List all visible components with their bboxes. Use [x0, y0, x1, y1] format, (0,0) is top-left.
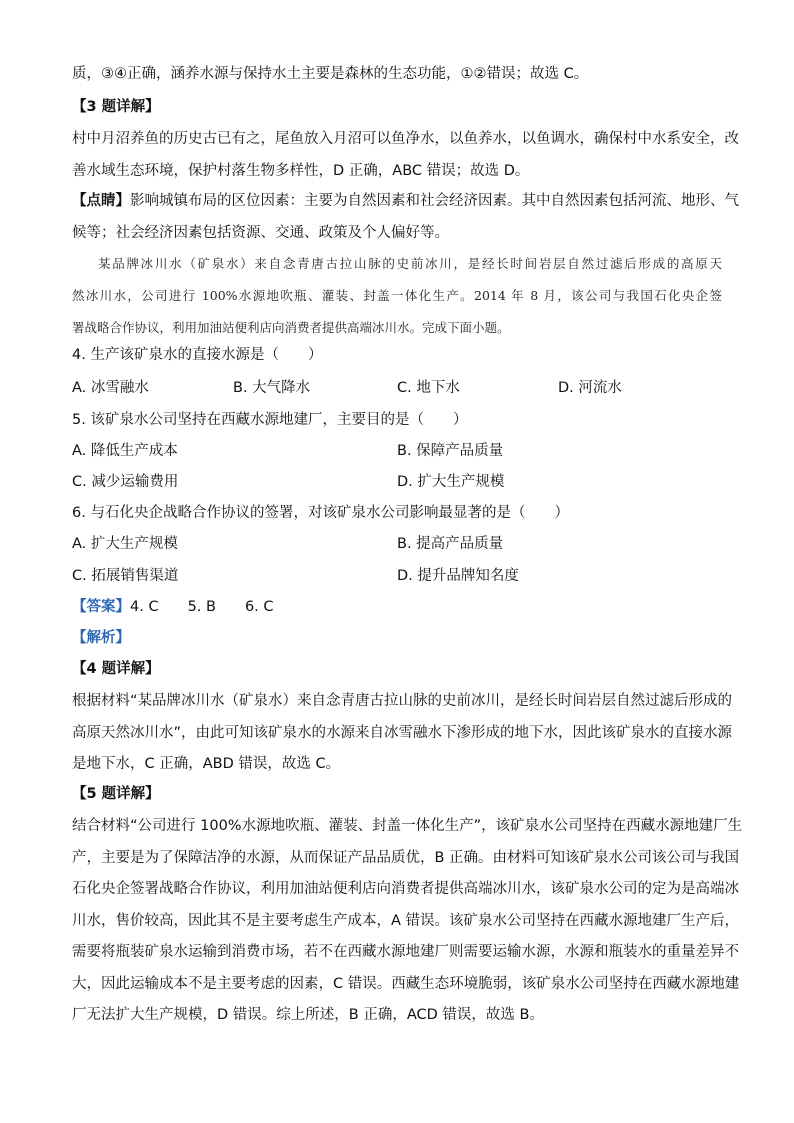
question-6-stem: 6. 与石化央企战略合作协议的签署，对该矿泉水公司影响最显著的是（ ） — [72, 505, 569, 521]
text-line: 川水，售价较高，因此其不是主要考虑生产成本，A 错误。该矿泉水公司坚持在西藏水源地建厂生产后， — [72, 912, 740, 929]
q4-detail-paragraph — [72, 686, 733, 781]
text-line: 需要将瓶装矿泉水运输到消费市场，若不在西藏水源地建厂则需要运输水源，水源和瓶装水的重量差异不 — [72, 944, 739, 960]
text-line: 产，主要是为了保障洁净的水源，从而保证产品品质优，B 正确。由材料可知该矿泉水公司该公司与我国 — [72, 849, 740, 866]
text-line: 结合材料“公司进行 100%水源地吹瓶、灌装、封盖一体化生产”，该矿泉水公司坚持在西藏水源地建厂生 — [72, 818, 743, 834]
q5-option-c: C. 减少运输费用 — [72, 474, 179, 490]
tip-label: 【点睛】 — [72, 193, 130, 209]
text-line: 厂无法扩大生产规模，D 错误。综上所述，B 正确，ACD 错误，故选 B。 — [72, 1007, 544, 1023]
answer-values: 4. C 5. B 6. C — [130, 599, 274, 615]
question-5-stem: 5. 该矿泉水公司坚持在西藏水源地建厂，主要目的是（ ） — [72, 412, 468, 428]
q4-detail-heading: 【4 题详解】 — [72, 661, 160, 677]
q5-detail-heading: 【5 题详解】 — [72, 786, 160, 802]
text-line: 候等；社会经济因素包括资源、交通、政策及个人偏好等。 — [72, 224, 449, 241]
q6-option-b: B. 提高产品质量 — [397, 536, 504, 552]
q6-option-a: A. 扩大生产规模 — [72, 536, 178, 552]
text-line: 大，因此运输成本不是主要考虑的因素，C 错误。西藏生态环境脆弱，该矿泉水公司坚持在西藏水源地建 — [72, 975, 740, 992]
text-line: 根据材料“某品牌冰川水（矿泉水）来自念青唐古拉山脉的史前冰川，是经长时间岩层自然过滤后形成的 — [72, 693, 733, 709]
q6-option-d: D. 提升品牌知名度 — [397, 568, 519, 584]
tip-text: 影响城镇布局的区位因素：主要为自然因素和社会经济因素。其中自然因素包括河流、地形、气 — [130, 193, 739, 209]
answer-line — [72, 597, 274, 617]
q3-detail-heading: 【3 题详解】 — [72, 99, 160, 115]
q5-option-d: D. 扩大生产规模 — [397, 474, 505, 490]
analysis-label: 【解析】 — [72, 630, 130, 646]
text-line: 村中月沼养鱼的历史古已有之，尾鱼放入月沼可以鱼净水，以鱼养水，以鱼调水，确保村中水系安全，改 — [72, 131, 739, 147]
text-line: 高原天然冰川水”，由此可知该矿泉水的水源来自冰雪融水下渗形成的地下水，因此该矿泉水的直接水源 — [72, 724, 733, 741]
text-line: 石化央企签署战略合作协议，利用加油站便利店向消费者提供高端冰川水，该矿泉水公司的定为是高端冰 — [72, 881, 739, 897]
answer-label: 【答案】 — [72, 599, 130, 615]
q4-option-a: A. 冰雪融水 — [72, 380, 149, 396]
continued-paragraph: 质，③④正确，涵养水源与保持水土主要是森林的生态功能，①②错误；故选 C。 — [72, 66, 589, 82]
material-passage — [72, 248, 722, 344]
text-line: 善水域生态环境，保护村落生物多样性，D 正确，ABC 错误；故选 D。 — [72, 162, 530, 179]
question-4-stem: 4. 生产该矿泉水的直接水源是（ ） — [72, 347, 323, 363]
q3-detail-paragraph — [72, 124, 739, 187]
tip-paragraph — [72, 186, 739, 249]
text-line — [72, 186, 739, 218]
material-line: 署战略合作协议，利用加油站便利店向消费者提供高端冰川水。完成下面小题。 — [72, 320, 510, 335]
q6-option-c: C. 拓展销售渠道 — [72, 568, 179, 584]
q5-option-b: B. 保障产品质量 — [397, 443, 504, 459]
text-line: 是地下水，C 正确，ABD 错误，故选 C。 — [72, 756, 341, 772]
material-line: 某品牌冰川水（矿泉水）来自念青唐古拉山脉的史前冰川，是经长时间岩层自然过滤后形成的高原天 — [98, 256, 722, 271]
q4-option-d: D. 河流水 — [558, 380, 622, 396]
material-line: 然冰川水，公司进行 100%水源地吹瓶、灌装、封盖一体化生产。2014 年 8 月，该公司与我国石化央企签 — [72, 288, 722, 303]
q5-option-a: A. 降低生产成本 — [72, 443, 178, 459]
q4-option-b: B. 大气降水 — [233, 380, 311, 396]
q4-option-c: C. 地下水 — [397, 380, 460, 396]
q5-detail-paragraph — [72, 811, 743, 1032]
